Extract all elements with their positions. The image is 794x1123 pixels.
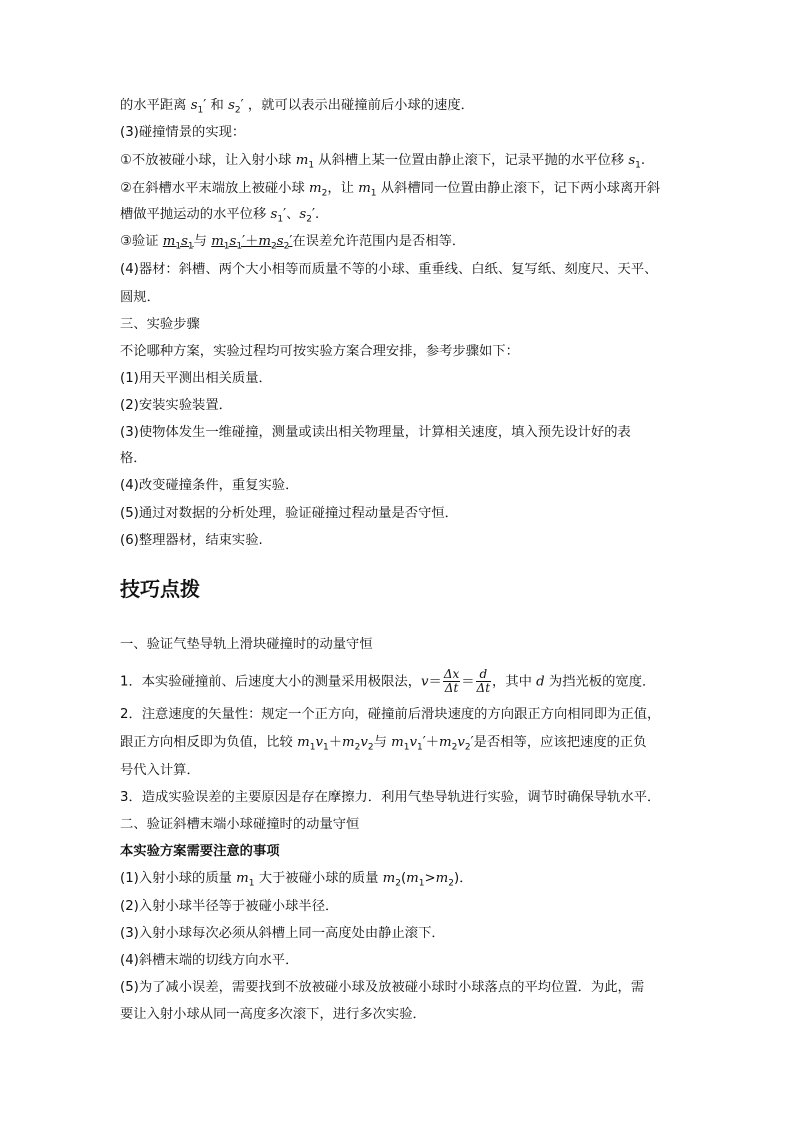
text-line: (4)斜槽末端的切线方向水平． xyxy=(120,953,299,968)
text-line: 跟正方向相反即为负值，比较 $m_1v_1+m_2v_2$与 $m_1v_1'+m_2v_2'$是否相等，应该把速度的正负 xyxy=(120,735,647,753)
text-line: (4)改变碰撞条件，重复实验． xyxy=(120,478,299,493)
text-line: (1)入射小球的质量 $m_1$ 大于被碰小球的质量 $m_2(m_1>m_2)$． xyxy=(120,871,473,889)
text-line: 圆规． xyxy=(120,290,160,305)
text-line: 不论哪种方案，实验过程均可按实验方案合理安排，参考步骤如下： xyxy=(120,344,519,359)
text-line: 要让入射小球从同一高度多次滚下，进行多次实验． xyxy=(120,1007,426,1022)
section-heading: 技巧点拨 xyxy=(120,577,200,601)
text-line: ①不放被碰小球，让入射小球 $m_1$ 从斜槽上某一位置由静止滚下，记录平抛的水平位移 $s_1$. xyxy=(120,153,646,171)
text-line: (6)整理器材，结束实验. xyxy=(120,533,263,548)
text-line: (5)为了减小误差，需要找到不放被碰小球及放被碰小球时小球落点的平均位置．为此，需 xyxy=(120,980,645,995)
text-line: (2)入射小球半径等于被碰小球半径． xyxy=(120,899,339,914)
text-line: 3．造成实验误差的主要原因是存在摩擦力．利用气垫导轨进行实验，调节时确保导轨水平． xyxy=(120,790,661,805)
text-line: 1．本实验碰撞前、后速度大小的测量采用极限法，v＝ $\frac{\Delta x}{\Delta t}$ ＝ $\frac{d}{\Delta t}$ ，其中 d 为挡光板的宽度． xyxy=(120,667,656,695)
subsection-title: 二、验证斜槽末端小球碰撞时的动量守恒 xyxy=(120,817,360,832)
text-line: 号代入计算． xyxy=(120,763,200,778)
text-line: (5)通过对数据的分析处理，验证碰撞过程动量是否守恒． xyxy=(120,506,458,521)
subsection-title: 一、验证气垫导轨上滑块碰撞时的动量守恒 xyxy=(120,637,373,652)
subsection-subtitle: 本实验方案需要注意的事项 xyxy=(120,844,280,859)
fraction-d-dt: $\frac{d}{\Delta t}$ xyxy=(476,667,491,695)
text-line: 槽做平抛运动的水平位移 $s_1'$、$s_2'$. xyxy=(120,207,320,225)
text-line: 的水平距离 $s_1'$ 和 $s_2'$ ，就可以表示出碰撞前后小球的速度． xyxy=(120,98,474,116)
text-line: ②在斜槽水平末端放上被碰小球 $m_2$，让 $m_1$ 从斜槽同一位置由静止滚下，记下两小球离开斜 xyxy=(120,181,660,199)
text-line: (3)入射小球每次必须从斜槽上同一高度处由静止滚下． xyxy=(120,926,445,941)
section-title: 三、实验步骤 xyxy=(120,317,200,332)
text-line: (3)使物体发生一维碰撞，测量或读出相关物理量，计算相关速度，填入预先设计好的表 xyxy=(120,425,631,440)
text-line: ③验证 $m_1s_1$与 $m_1s_1'+m_2s_2'$在误差允许范围内是否相等． xyxy=(120,234,466,252)
text-line: (2)安装实验装置． xyxy=(120,398,232,413)
text-line: (3)碰撞情景的实现： xyxy=(120,125,246,140)
text-line: (1)用天平测出相关质量． xyxy=(120,371,272,386)
text-line: 2．注意速度的矢量性：规定一个正方向，碰撞前后滑块速度的方向跟正方向相同即为正值， xyxy=(120,707,661,722)
text-line: (4)器材：斜槽、两个大小相等而质量不等的小球、重垂线、白纸、复写纸、刻度尺、天平、 xyxy=(120,262,658,277)
text-line: 格． xyxy=(120,451,147,466)
fraction-dx-dt: $\frac{\Delta x}{\Delta t}$ xyxy=(443,667,460,695)
